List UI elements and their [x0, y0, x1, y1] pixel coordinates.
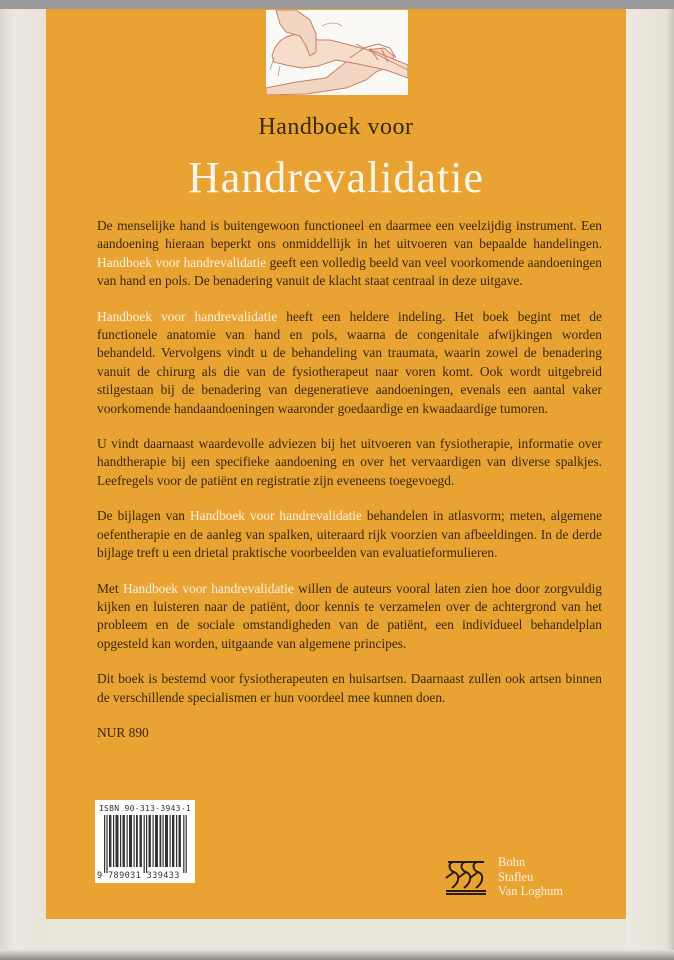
- isbn-number: ISBN 90-313-3943-1: [98, 804, 192, 813]
- blurb-paragraph-5: [97, 580, 602, 654]
- blurb-paragraph-4: [97, 507, 602, 562]
- publisher-line: Bohn: [498, 855, 526, 869]
- blurb-paragraph-2: [97, 308, 602, 418]
- title-highlight: Handboek voor handrevalidatie: [97, 308, 278, 324]
- text: heeft een heldere indeling. Het boek begint met de functionele anatomie van hand en pols, waarna de congenitale afwijkingen worden behandeld. Vervolgens vindt u de behandeling van traumata, waarin zowel de benadering vanuit de chirurg als die van de fysiotherapeut naar voren komt. Ook wordt uitgebreid stilgestaan bij de benadering van degeneratieve aandoeningen, evenals een aantal vaker voorkomende handaandoeningen waaronder goedaardige en kwaadaardige tumoren.: [97, 308, 602, 416]
- text: Met: [97, 580, 123, 596]
- blurb-paragraph-1: [97, 217, 602, 291]
- hands-massage-illustration: [266, 10, 408, 95]
- barcode-icon: [104, 815, 188, 873]
- publisher-line: Stafleu: [498, 869, 534, 884]
- publisher-line: Van Loghum: [498, 884, 563, 898]
- blurb-text: [97, 217, 602, 759]
- hands-icon: [266, 10, 408, 95]
- blurb-paragraph-6: [97, 670, 602, 707]
- page-edge-right: [626, 9, 674, 960]
- text: geeft een volledig beeld van veel voorkomende aandoeningen van hand en pols. De benadering vanuit de klacht staat centraal in deze uitgave.: [97, 254, 602, 289]
- isbn-barcode: [95, 800, 195, 883]
- title-highlight: Handboek voor handrevalidatie: [189, 508, 362, 524]
- page-edge-left: [0, 9, 46, 960]
- blurb-paragraph-3: [97, 435, 602, 490]
- text: willen de auteurs vooral laten zien hoe door zorgvuldig kijken en luisteren naar de patiënt, door kennis te verzamelen over de achtergrond van het probleem en de sociale omstandigheden van de patiënt, een individueel behandelplan opgesteld kan worden, uitgaande van algemene principes.: [97, 580, 603, 651]
- nur-code: NUR 890: [97, 724, 149, 740]
- bsl-logo-icon: [444, 858, 488, 896]
- bottom-shadow: [0, 950, 674, 960]
- title-highlight: Handboek voor handrevalidatie: [97, 254, 267, 270]
- book-title: Handrevalidatie: [188, 153, 484, 202]
- book-subtitle: Handboek voor: [258, 114, 414, 140]
- text: Dit boek is bestemd voor fysiotherapeuten en huisartsen. Daarnaast zullen ook artsen binnen de verschillende specialismen er hun voordeel mee kunnen doen.: [97, 671, 602, 705]
- text: behandelen in atlasvorm; meten, algemene oefentherapie en de aanleg van spalken, uiteraard rijk voorzien van afbeeldingen. In de derde bijlage treft u een drietal praktische voorbeelden van evaluatieformulieren.: [97, 508, 603, 561]
- top-shadow-strip: [0, 0, 674, 9]
- text: U vindt daarnaast waardevolle adviezen bij het uitvoeren van fysiotherapie, informatie over handtherapie bij een specifieke aandoening en over het vervaardigen van diverse spalkjes. Leefregels voor de patiënt en registratie zijn eveneens toegevoegd.: [97, 436, 602, 488]
- text: De bijlagen van: [97, 508, 190, 524]
- publisher-name: [498, 855, 618, 899]
- book-back-cover: [46, 9, 626, 919]
- title-highlight: Handboek voor handrevalidatie: [122, 580, 294, 596]
- ean-number: 9 789031 339433: [97, 871, 180, 881]
- text: De menselijke hand is buitengewoon functioneel en daarmee een veelzijdig instrument. Een aandoening hieraan beperkt ons onmiddellijk in het uitvoeren van bepaalde handelingen.: [97, 218, 602, 252]
